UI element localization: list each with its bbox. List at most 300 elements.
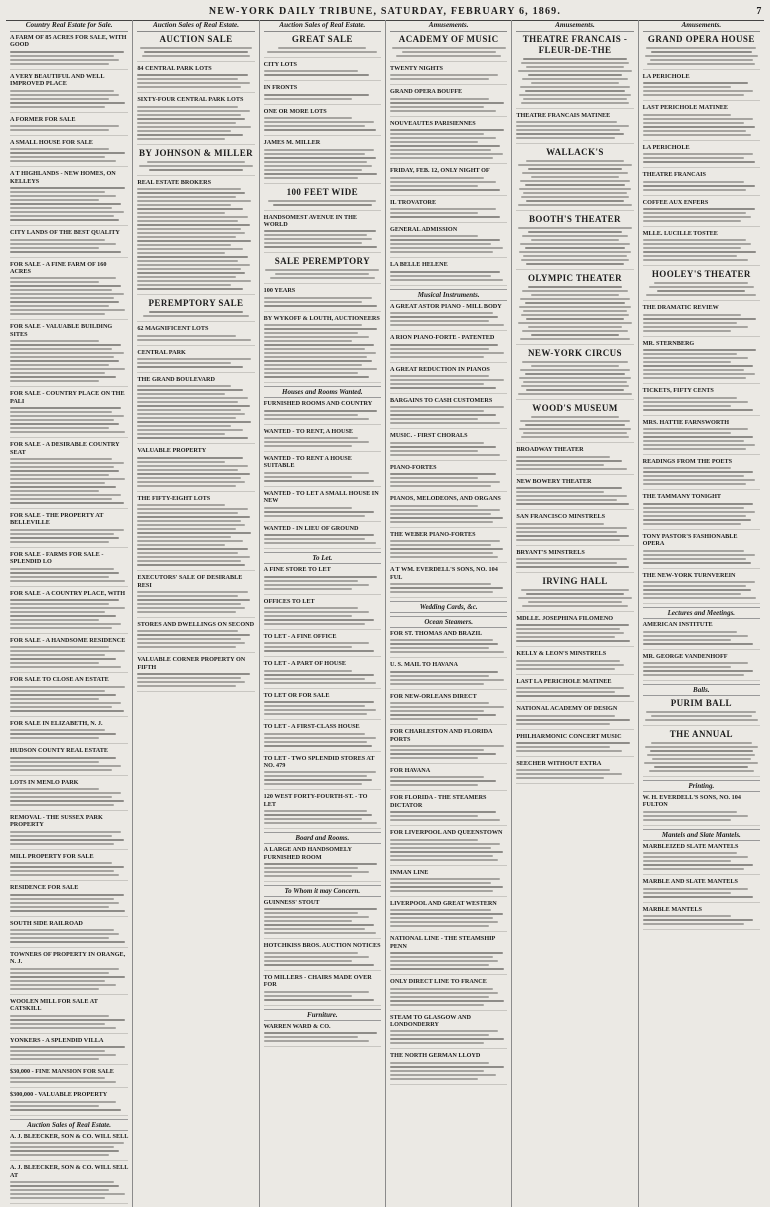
text-line: [520, 243, 630, 245]
text-line: [10, 102, 125, 104]
text-line: [10, 972, 109, 974]
text-line: [528, 286, 622, 288]
text-line: [516, 121, 617, 123]
text-line: [390, 473, 496, 475]
text-line: [643, 259, 749, 261]
text-line: [144, 51, 247, 53]
classified-ad: [264, 315, 381, 383]
text-line: [137, 595, 238, 597]
text-line: [643, 662, 749, 664]
text-line: [390, 780, 496, 782]
text-line: [10, 431, 125, 433]
text-line: [264, 928, 365, 930]
classified-ad: [390, 794, 507, 826]
classified-ad: [390, 34, 507, 62]
text-line: [643, 479, 756, 481]
text-line: [264, 733, 365, 735]
section-heading: Houses and Rooms Wanted.: [264, 386, 381, 398]
text-line: [137, 358, 251, 360]
text-line: [137, 106, 238, 108]
text-line: [390, 450, 478, 452]
classified-ad: [10, 229, 128, 257]
classified-ad: [10, 720, 128, 744]
ad-text-lines: [643, 915, 760, 925]
classified-ad: [643, 269, 760, 301]
text-line: [526, 389, 625, 391]
text-line: [516, 715, 615, 717]
text-line: [643, 118, 753, 120]
classified-ad: [516, 214, 633, 270]
text-line: [264, 783, 363, 785]
ad-text-lines: [390, 1062, 507, 1080]
text-line: [643, 923, 744, 925]
ad-text-lines: [10, 1046, 128, 1060]
text-line: [390, 1074, 496, 1076]
text-line: [137, 564, 245, 566]
classified-ad: [10, 779, 128, 811]
ad-heading: THEATRE FRANCAIS MATINEE: [516, 112, 611, 119]
text-line: [390, 815, 478, 817]
text-line: [518, 204, 632, 206]
text-line: [267, 51, 377, 53]
ad-heading: LA PERICHOLE: [642, 73, 690, 80]
classified-ad: [390, 728, 507, 764]
classified-ad: [264, 187, 381, 211]
text-line: [10, 792, 121, 794]
ad-text-lines: [390, 74, 507, 80]
text-line: [137, 473, 250, 475]
text-line: [643, 86, 731, 88]
text-line: [264, 324, 363, 326]
text-line: [396, 55, 502, 57]
ad-text-lines: [10, 51, 128, 65]
ad-text-lines: [10, 894, 128, 912]
text-line: [10, 1081, 116, 1083]
classified-ad: [643, 304, 760, 336]
text-line: [10, 765, 121, 767]
text-line: [643, 597, 757, 599]
text-line: [137, 603, 240, 605]
text-line: [10, 1142, 124, 1144]
text-line: [10, 1054, 116, 1056]
ad-heading: FOR NEW-ORLEANS DIRECT: [390, 692, 477, 700]
text-line: [10, 1023, 105, 1025]
text-line: [519, 428, 632, 430]
text-line: [10, 462, 124, 464]
text-line: [521, 385, 629, 387]
ad-heading: GENERAL ADMISSION: [390, 226, 458, 234]
text-line: [10, 352, 124, 354]
text-line: [137, 536, 231, 538]
ad-text-lines: [137, 358, 254, 368]
text-line: [137, 540, 243, 542]
text-line: [264, 542, 377, 544]
ad-text-lines: [516, 121, 633, 139]
classified-ad: [264, 942, 381, 970]
text-line: [390, 110, 496, 112]
text-line: [264, 328, 378, 330]
text-line: [149, 169, 243, 171]
text-line: [516, 668, 615, 670]
text-line: [10, 898, 114, 900]
ad-heading: THE DRAMATIC REVIEW: [642, 304, 719, 312]
classified-ad: [137, 325, 254, 345]
text-line: [518, 393, 632, 395]
classified-ad: [264, 256, 381, 284]
text-line: [647, 754, 755, 756]
text-line: [528, 326, 622, 328]
text-line: [137, 512, 238, 514]
text-line: [137, 188, 240, 190]
text-line: [390, 485, 491, 487]
text-line: [137, 268, 240, 270]
text-line: [531, 294, 619, 296]
text-line: [390, 651, 504, 653]
classified-ad: [516, 34, 633, 109]
text-line: [264, 779, 372, 781]
ad-heading: A RION PIANO-FORTE - PATENTED: [390, 334, 495, 342]
text-line: [264, 234, 367, 236]
text-line: [646, 711, 756, 713]
text-line: [390, 992, 498, 994]
text-line: [10, 533, 114, 535]
text-line: [390, 913, 503, 915]
text-line: [10, 710, 124, 712]
text-line: [264, 169, 363, 171]
text-line: [137, 516, 250, 518]
newspaper-column: [6, 20, 132, 1207]
text-line: [521, 589, 629, 591]
text-line: [10, 344, 121, 346]
text-line: [643, 888, 749, 890]
text-line: [137, 228, 240, 230]
text-line: [643, 643, 753, 645]
text-line: [264, 242, 363, 244]
text-line: [390, 78, 489, 80]
ad-text-lines: [137, 161, 254, 171]
ad-text-lines: [137, 457, 254, 487]
ad-heading: READINGS FROM THE POETS: [642, 458, 733, 466]
text-line: [390, 702, 489, 704]
text-line: [264, 1040, 370, 1042]
ad-heading: THE FIFTY-EIGHT LOTS: [137, 494, 211, 502]
text-line: [137, 272, 245, 274]
text-line: [264, 576, 378, 578]
text-line: [137, 548, 247, 550]
ad-heading: IN FRONTS: [263, 84, 298, 92]
classified-ad: [10, 551, 128, 587]
text-line: [523, 310, 626, 312]
text-line: [264, 745, 372, 747]
text-line: [390, 556, 498, 558]
text-line: [525, 424, 626, 426]
text-line: [10, 761, 99, 763]
ad-heading: REMOVAL - THE SUSSEX PARK PROPERTY: [10, 813, 103, 829]
text-line: [521, 62, 629, 64]
text-line: [10, 627, 112, 629]
classified-ad: [10, 1037, 128, 1065]
ad-text-lines: [10, 862, 128, 876]
ad-heading: FOR SALE - THE PROPERTY AT BELLEVILLE: [10, 511, 104, 527]
text-line: [520, 369, 630, 371]
ad-text-lines: [264, 297, 381, 307]
ad-heading: MILL PROPERTY FOR SALE: [10, 852, 94, 860]
text-line: [264, 822, 378, 824]
classified-ad: [390, 693, 507, 725]
text-line: [10, 51, 124, 53]
ad-text-lines: [390, 312, 507, 326]
text-line: [268, 200, 376, 202]
classified-ad: [390, 167, 507, 195]
text-line: [264, 230, 377, 232]
text-line: [390, 811, 496, 813]
classified-ad: [643, 34, 760, 70]
ad-text-lines: [264, 117, 381, 131]
text-line: [10, 1189, 109, 1191]
text-line: [390, 442, 484, 444]
classified-ad: [390, 829, 507, 865]
text-line: [140, 47, 253, 49]
text-line: [10, 125, 119, 127]
text-line: [390, 312, 493, 314]
text-line: [10, 1150, 119, 1152]
classified-ad: [10, 590, 128, 634]
ad-text-lines: [390, 505, 507, 523]
text-line: [522, 78, 628, 80]
ad-text-lines: [516, 58, 633, 104]
classified-ad: [516, 678, 633, 702]
ad-text-lines: [390, 702, 507, 720]
ad-text-lines: [264, 269, 381, 279]
text-line: [264, 871, 370, 873]
text-line: [390, 98, 489, 100]
ad-text-lines: [516, 687, 633, 697]
text-line: [275, 273, 369, 275]
text-line: [10, 251, 121, 253]
text-line: [390, 216, 500, 218]
text-line: [643, 475, 744, 477]
text-line: [643, 670, 753, 672]
text-line: [643, 357, 749, 359]
classified-ad: [264, 1023, 381, 1047]
text-line: [390, 446, 496, 448]
ad-text-lines: [516, 558, 633, 568]
section-heading: Musical Instruments.: [390, 289, 507, 301]
ad-text-lines: [516, 227, 633, 265]
ad-text-lines: [10, 831, 128, 845]
text-line: [137, 560, 240, 562]
text-line: [390, 878, 500, 880]
text-line: [390, 316, 498, 318]
text-line: [643, 153, 753, 155]
classified-ad: [390, 767, 507, 791]
classified-ad: [264, 214, 381, 254]
text-line: [264, 584, 370, 586]
text-line: [10, 376, 116, 378]
text-line: [137, 457, 243, 459]
text-line: [646, 47, 756, 49]
text-line: [10, 474, 109, 476]
text-line: [402, 51, 496, 53]
text-line: [10, 277, 116, 279]
ad-text-lines: [137, 673, 254, 687]
ad-text-lines: [264, 810, 381, 824]
text-line: [525, 373, 626, 375]
section-heading: Balls.: [643, 684, 760, 696]
text-line: [519, 251, 632, 253]
ad-text-lines: [137, 106, 254, 140]
ad-text-lines: [10, 1181, 128, 1199]
text-line: [526, 160, 625, 162]
text-line: [390, 208, 496, 210]
text-line: [137, 244, 231, 246]
section-heading: Lectures and Meetings.: [643, 607, 760, 619]
classified-ad: [643, 729, 760, 777]
text-line: [390, 145, 500, 147]
text-line: [390, 106, 484, 108]
classified-ad: [643, 230, 760, 266]
classified-ad: [10, 1091, 128, 1115]
classified-ad: [643, 171, 760, 195]
text-line: [137, 389, 243, 391]
text-line: [516, 769, 610, 771]
ad-heading: THE TAMMANY TONIGHT: [642, 493, 722, 501]
ad-text-lines: [264, 991, 381, 1001]
classified-ad: [643, 653, 760, 681]
text-line: [137, 130, 231, 132]
text-line: [390, 675, 489, 677]
text-line: [528, 168, 622, 170]
newspaper-column: [638, 20, 764, 1207]
text-line: [264, 441, 370, 443]
ad-heading: FOR SALE - A COUNTRY PLACE, WITH: [10, 589, 126, 597]
text-line: [137, 409, 240, 411]
ad-text-lines: [390, 1030, 507, 1044]
classified-ad: [10, 1133, 128, 1161]
text-line: [10, 933, 119, 935]
text-line: [528, 601, 622, 603]
ad-text-lines: [264, 437, 381, 447]
text-line: [264, 995, 352, 997]
classified-ad: [516, 760, 633, 784]
classified-ad: [264, 525, 381, 549]
text-line: [264, 534, 374, 536]
text-line: [264, 964, 374, 966]
text-line: [390, 177, 484, 179]
text-line: [643, 126, 756, 128]
classified-ad: [516, 705, 633, 729]
ad-text-lines: [137, 630, 254, 648]
text-line: [137, 122, 236, 124]
ad-heading: TICKETS, FIFTY CENTS: [642, 387, 714, 395]
text-line: [516, 464, 604, 466]
text-line: [651, 715, 752, 717]
ad-text-lines: [10, 1015, 128, 1029]
text-line: [643, 314, 742, 316]
text-line: [643, 589, 751, 591]
text-line: [10, 98, 109, 100]
ad-text-lines: [390, 129, 507, 159]
text-line: [10, 1197, 105, 1199]
ad-text-lines: [643, 662, 760, 676]
text-line: [264, 674, 374, 676]
text-line: [525, 302, 626, 304]
ad-heading: TO LET - TWO SPLENDID STORES AT NO. 479: [263, 754, 375, 769]
text-line: [521, 259, 629, 261]
classified-ad: [390, 1052, 507, 1084]
text-line: [645, 746, 758, 748]
ad-text-lines: [643, 742, 760, 772]
text-line: [264, 472, 370, 474]
classified-ad: [516, 615, 633, 647]
text-line: [643, 349, 757, 351]
classified-ad: [10, 637, 128, 673]
text-line: [390, 714, 496, 716]
ad-text-lines: [264, 472, 381, 482]
ad-heading: YONKERS - A SPLENDID VILLA: [10, 1036, 104, 1044]
text-line: [390, 352, 504, 354]
text-line: [264, 414, 358, 416]
text-line: [643, 365, 753, 367]
ad-text-lines: [390, 98, 507, 112]
text-line: [264, 238, 372, 240]
text-line: [149, 311, 243, 313]
text-line: [10, 247, 99, 249]
text-line: [264, 867, 358, 869]
text-line: [643, 864, 753, 866]
classified-ad: [10, 1068, 128, 1088]
text-line: [526, 66, 625, 68]
text-line: [137, 461, 225, 463]
classified-ad: [137, 179, 254, 295]
section-heading: Mantels and Slate Mantels.: [643, 829, 760, 841]
ad-text-lines: [390, 47, 507, 57]
text-line: [143, 315, 249, 317]
ad-text-lines: [10, 1142, 128, 1156]
text-line: [10, 466, 114, 468]
text-line: [525, 90, 626, 92]
classified-ad: [10, 1164, 128, 1204]
ad-heading: A VERY BEAUTIFUL AND WELL IMPROVED PLACE: [10, 72, 105, 88]
ad-heading: WANTED - TO RENT, A HOUSE: [263, 427, 354, 435]
text-line: [264, 437, 358, 439]
text-line: [137, 196, 236, 198]
text-line: [264, 297, 372, 299]
text-line: [518, 597, 632, 599]
text-line: [516, 566, 629, 568]
text-line: [10, 419, 114, 421]
text-line: [390, 271, 500, 273]
ad-heading: LAST LA PERICHOLE MATINEE: [516, 677, 612, 685]
classified-ad: [10, 814, 128, 850]
text-line: [526, 318, 625, 320]
text-line: [137, 481, 245, 483]
classified-ad: [390, 978, 507, 1010]
text-line: [525, 247, 626, 249]
ad-heading: MR. GEORGE VANDENHOFF: [642, 652, 728, 660]
ad-text-lines: [516, 487, 633, 505]
text-line: [643, 581, 756, 583]
ad-text-lines: [10, 148, 128, 162]
text-line: [518, 227, 632, 229]
text-line: [390, 587, 503, 589]
ad-heading: MR. STERNBERG: [642, 339, 695, 347]
text-line: [390, 988, 493, 990]
text-line: [137, 524, 245, 526]
ad-heading: BOOTH'S THEATER: [529, 214, 621, 225]
text-line: [264, 70, 358, 72]
text-line: [264, 814, 372, 816]
